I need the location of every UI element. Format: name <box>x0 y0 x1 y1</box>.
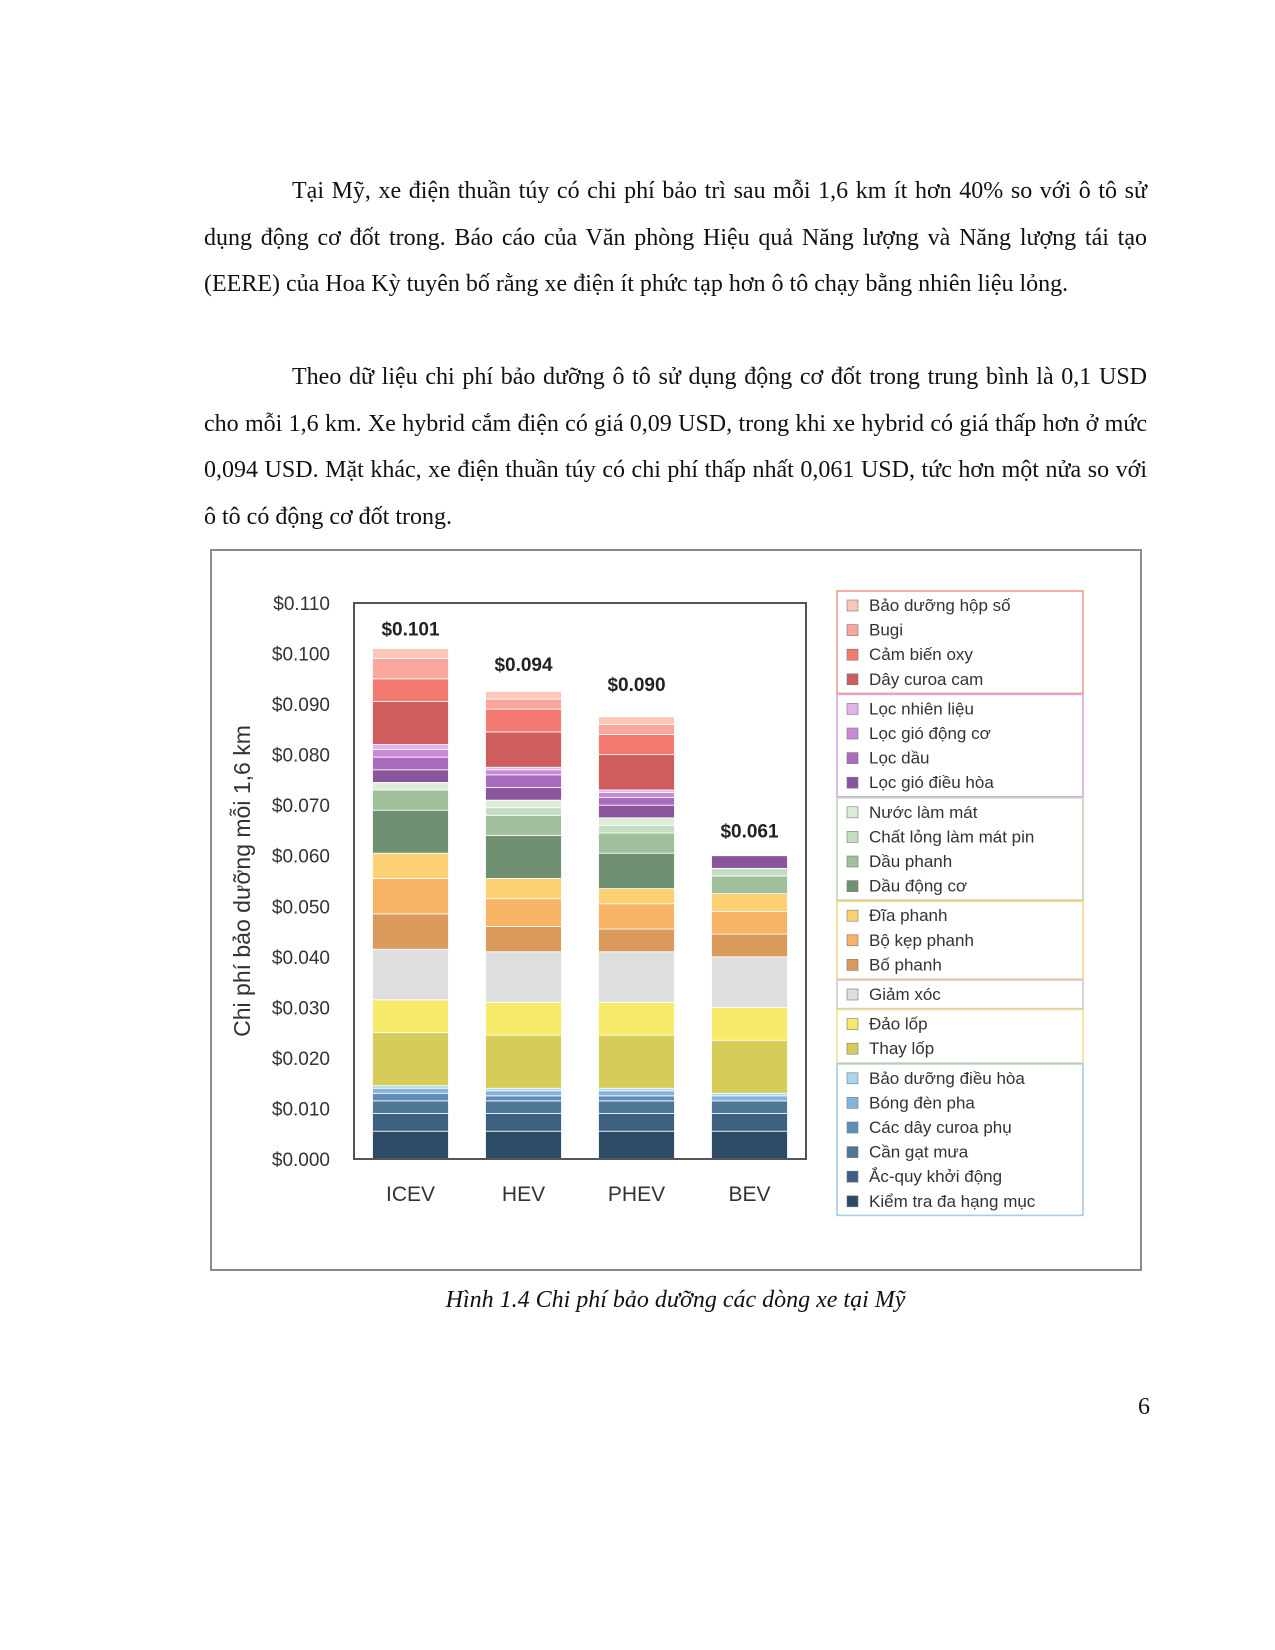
bar-total-label: $0.094 <box>494 654 553 676</box>
legend-swatch <box>847 1019 858 1030</box>
bar-segment <box>373 679 449 702</box>
bar-segment <box>599 833 675 853</box>
legend-label: Cảm biến oxy <box>869 645 973 665</box>
legend-swatch <box>847 935 858 946</box>
y-axis-label: Chi phí bảo dưỡng mỗi 1,6 km <box>229 725 255 1037</box>
bar-segment <box>486 836 562 879</box>
bar-segment <box>599 734 675 754</box>
legend-label: Lọc gió động cơ <box>869 724 991 743</box>
y-tick-label: $0.000 <box>271 1150 330 1171</box>
bar-segment <box>712 894 788 912</box>
legend-label: Lọc dầu <box>869 748 930 768</box>
bar-segment <box>486 709 562 732</box>
legend-label: Đĩa phanh <box>869 906 948 926</box>
y-tick-label: $0.110 <box>273 594 330 615</box>
bar-segment <box>599 805 675 818</box>
bar-segment <box>373 914 449 949</box>
bar-segment <box>486 808 562 816</box>
bar-segment <box>486 1096 562 1101</box>
legend-swatch <box>847 959 858 970</box>
legend-swatch <box>847 1122 858 1133</box>
bar-segment <box>373 790 449 810</box>
paragraph-1: Tại Mỹ, xe điện thuần túy có chi phí bảo trì sau mỗi 1,6 km ít hơn 40% so với ô tô sử dụng động cơ đốt trong. Báo cáo của Văn phòng Hiệu quả Năng lượng và Năng lượng tái tạo (EERE) của Hoa Kỳ tuyên bố rằng xe điện ít phức tạp hơn ô tô chạy bằng nhiên liệu lỏng. <box>204 178 1147 297</box>
bar-segment <box>599 1096 675 1101</box>
legend-label: Các dây curoa phụ <box>869 1118 1012 1137</box>
bar-segment <box>373 1000 449 1033</box>
bar-segment <box>599 1002 675 1035</box>
y-tick-label: $0.010 <box>271 1099 330 1121</box>
bar-segment <box>373 745 449 750</box>
legend-swatch <box>847 807 858 818</box>
legend-swatch <box>847 881 858 892</box>
legend-label: Lọc gió điều hòa <box>869 773 994 793</box>
y-tick-label: $0.100 <box>271 644 330 666</box>
bar-segment <box>373 1033 449 1086</box>
bar-segment <box>599 755 675 790</box>
bar-segment <box>712 1131 788 1159</box>
bar-segment <box>712 934 788 957</box>
bar-segment <box>486 1114 562 1132</box>
legend-swatch <box>847 1097 858 1108</box>
legend-swatch <box>847 728 858 739</box>
legend-swatch <box>847 910 858 921</box>
bar-segment <box>599 853 675 888</box>
legend-label: Bugi <box>869 620 904 640</box>
legend-swatch <box>847 1171 858 1182</box>
bar-segment <box>373 878 449 913</box>
bar-segment <box>373 702 449 745</box>
bar-segment <box>599 717 675 725</box>
legend-swatch <box>847 1147 858 1158</box>
bar-total-label: $0.061 <box>720 821 779 843</box>
bar-segment <box>486 1131 562 1159</box>
bar-segment <box>486 775 562 788</box>
legend-swatch <box>847 1196 858 1207</box>
bar-segment <box>599 818 675 826</box>
bar-segment <box>486 770 562 775</box>
bar-segment <box>712 1040 788 1093</box>
bar-segment <box>486 1035 562 1088</box>
bar-segment <box>712 1114 788 1132</box>
y-tick-label: $0.080 <box>271 745 330 767</box>
bar-segment <box>373 757 449 770</box>
legend-label: Giảm xóc <box>869 985 941 1004</box>
bar-segment <box>712 856 788 869</box>
legend-label: Bộ kẹp phanh <box>869 930 974 950</box>
y-tick-label: $0.020 <box>271 1048 330 1070</box>
stacked-bar-chart <box>212 551 1140 1269</box>
legend-label: Ắc-quy khởi động <box>869 1167 1003 1187</box>
bar-segment <box>373 1101 449 1114</box>
paragraph-2: Theo dữ liệu chi phí bảo dưỡng ô tô sử dụng động cơ đốt trong trung bình là 0,1 USD cho mỗi 1,6 km. Xe hybrid cắm điện có giá 0,09 USD, trong khi xe hybrid có giá thấp hơn ở mức 0,094 USD. Mặt khác, xe điện thuần túy có chi phí thấp nhất 0,061 USD, tức hơn một nửa so với ô tô có động cơ đốt trong. <box>204 364 1147 530</box>
y-tick-label: $0.040 <box>271 947 330 969</box>
y-tick-label: $0.070 <box>271 796 330 818</box>
legend-swatch <box>847 649 858 660</box>
bar-segment <box>486 952 562 1003</box>
legend-label: Cần gạt mưa <box>869 1142 969 1162</box>
bar-segment <box>486 926 562 951</box>
bar-segment <box>373 1131 449 1159</box>
bar-segment <box>599 889 675 904</box>
legend-swatch <box>847 777 858 788</box>
figure-frame <box>210 549 1142 1271</box>
bar-segment <box>486 899 562 927</box>
legend-label: Bảo dưỡng điều hòa <box>869 1068 1025 1088</box>
legend-label: Bảo dưỡng hộp số <box>869 596 1011 615</box>
legend-swatch <box>847 856 858 867</box>
legend-swatch <box>847 703 858 714</box>
bar-segment <box>373 1093 449 1101</box>
y-tick-label: $0.050 <box>271 897 330 919</box>
legend-label: Lọc nhiên liệu <box>869 699 974 719</box>
bar-segment <box>373 949 449 1000</box>
y-tick-label: $0.090 <box>271 695 330 717</box>
bar-segment <box>599 1114 675 1132</box>
bar-segment <box>486 800 562 808</box>
bar-segment <box>599 825 675 833</box>
bar-segment <box>373 853 449 878</box>
legend-label: Dầu động cơ <box>869 876 968 896</box>
bar-segment <box>373 648 449 658</box>
bar-segment <box>486 1002 562 1035</box>
bar-segment <box>712 868 788 876</box>
bar-segment <box>712 1096 788 1101</box>
bar-segment <box>599 952 675 1003</box>
legend-label: Bóng đèn pha <box>869 1093 975 1113</box>
x-tick-label: HEV <box>501 1183 546 1206</box>
bar-segment <box>599 793 675 798</box>
bar-segment <box>599 798 675 806</box>
legend-swatch <box>847 625 858 636</box>
bar-segment <box>599 904 675 929</box>
legend-swatch <box>847 600 858 611</box>
x-tick-label: BEV <box>728 1183 771 1206</box>
bar-segment <box>599 1091 675 1096</box>
legend-swatch <box>847 674 858 685</box>
bar-segment <box>486 1091 562 1096</box>
bar-segment <box>486 1101 562 1114</box>
y-tick-label: $0.060 <box>271 846 330 868</box>
legend-swatch <box>847 831 858 842</box>
bar-segment <box>712 1007 788 1040</box>
y-tick-label: $0.030 <box>271 998 330 1020</box>
bar-segment <box>486 732 562 767</box>
legend-swatch <box>847 989 858 1000</box>
bar-segment <box>599 724 675 734</box>
legend-label: Thay lốp <box>869 1039 935 1059</box>
legend-label: Kiểm tra đa hạng mục <box>869 1191 1036 1211</box>
legend-swatch <box>847 753 858 764</box>
bar-segment <box>373 750 449 758</box>
bar-segment <box>486 691 562 699</box>
bar-segment <box>373 1114 449 1132</box>
legend-swatch <box>847 1073 858 1084</box>
bar-segment <box>373 770 449 783</box>
bar-total-label: $0.101 <box>381 619 440 641</box>
legend-label: Nước làm mát <box>869 802 978 822</box>
x-tick-label: PHEV <box>607 1183 666 1206</box>
bar-segment <box>712 911 788 934</box>
bar-segment <box>599 1101 675 1114</box>
legend-label: Đảo lốp <box>869 1014 928 1034</box>
legend-label: Bố phanh <box>869 955 942 975</box>
legend-swatch <box>847 1043 858 1054</box>
bar-total-label: $0.090 <box>607 675 666 697</box>
bar-segment <box>712 957 788 1008</box>
bar-segment <box>599 1131 675 1159</box>
bar-segment <box>599 929 675 952</box>
legend-label: Dầu phanh <box>869 852 953 871</box>
bar-segment <box>373 782 449 790</box>
bar-segment <box>486 699 562 709</box>
bar-segment <box>486 878 562 898</box>
bar-segment <box>712 1101 788 1114</box>
legend-label: Chất lỏng làm mát pin <box>869 827 1035 847</box>
bar-segment <box>373 659 449 679</box>
bar-segment <box>486 815 562 835</box>
bar-segment <box>599 1035 675 1088</box>
figure-caption: Hình 1.4 Chi phí bảo dưỡng các dòng xe tại Mỹ <box>445 1287 906 1313</box>
bar-segment <box>712 876 788 894</box>
bar-segment <box>486 787 562 800</box>
bar-segment <box>373 810 449 853</box>
bar-segment <box>373 1088 449 1093</box>
page-number: 6 <box>1138 1394 1150 1420</box>
x-tick-label: ICEV <box>385 1183 436 1206</box>
legend-label: Dây curoa cam <box>869 669 984 689</box>
